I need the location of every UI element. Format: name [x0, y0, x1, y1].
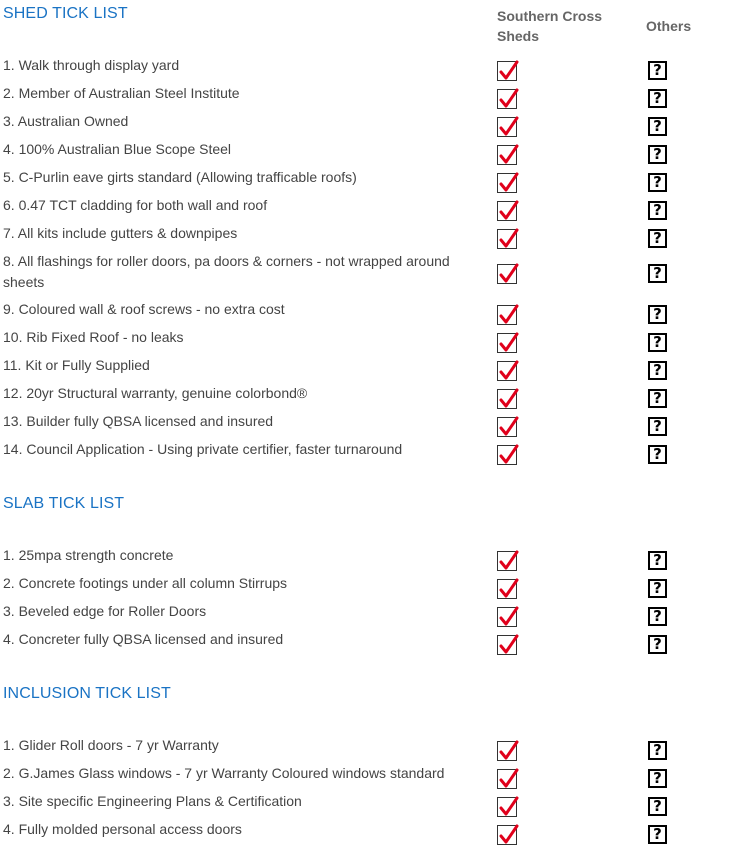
red-checkmark-icon [497, 89, 517, 109]
list-item [0, 357, 729, 385]
list-item-label: 1. Glider Roll doors - 7 yr Warranty [3, 737, 219, 753]
question-mark-box-icon: ? [648, 89, 667, 108]
list-item-label: 9. Coloured wall & roof screws - no extra cost [3, 301, 285, 317]
list-item-label: 7. All kits include gutters & downpipes [3, 225, 238, 241]
red-checkmark-icon [497, 825, 517, 845]
list-item [0, 441, 729, 469]
question-mark-box-icon: ? [648, 769, 667, 788]
question-mark-box-icon: ? [648, 173, 667, 192]
question-mark-box-icon: ? [648, 361, 667, 380]
question-mark-box-icon: ? [648, 389, 667, 408]
red-checkmark-icon [497, 264, 517, 284]
question-mark-box-icon: ? [648, 445, 667, 464]
list-item-label: 12. 20yr Structural warranty, genuine colorbond® [3, 385, 308, 401]
list-item [0, 301, 729, 329]
red-checkmark-icon [497, 361, 517, 381]
list-item-label: 4. Fully molded personal access doors [3, 821, 242, 837]
section-title: INCLUSION TICK LIST [3, 685, 171, 702]
col-head-southern-cross [497, 6, 602, 46]
list-item [0, 603, 729, 631]
question-mark-box-icon: ? [648, 61, 667, 80]
red-checkmark-icon [497, 797, 517, 817]
list-item [0, 765, 729, 793]
list-item [0, 253, 729, 295]
question-mark-box-icon: ? [648, 551, 667, 570]
question-mark-box-icon: ? [648, 117, 667, 136]
section-title: SHED TICK LIST [3, 5, 128, 22]
list-item-label: 10. Rib Fixed Roof - no leaks [3, 329, 184, 345]
list-item [0, 329, 729, 357]
list-item [0, 631, 729, 659]
list-item [0, 413, 729, 441]
question-mark-box-icon: ? [648, 741, 667, 760]
list-item-label: 3. Site specific Engineering Plans & Certification [3, 793, 302, 809]
col-head-southern-cross-line2: Sheds [497, 28, 540, 44]
question-mark-box-icon: ? [648, 579, 667, 598]
red-checkmark-icon [497, 305, 517, 325]
question-mark-box-icon: ? [648, 305, 667, 324]
red-checkmark-icon [497, 769, 517, 789]
list-item-label: 2. Concrete footings under all column Stirrups [3, 575, 288, 591]
list-item [0, 85, 729, 113]
list-item-label: 11. Kit or Fully Supplied [3, 357, 150, 373]
question-mark-box-icon: ? [648, 145, 667, 164]
red-checkmark-icon [497, 229, 517, 249]
list-item-label: 4. 100% Australian Blue Scope Steel [3, 141, 232, 157]
list-item [0, 169, 729, 197]
question-mark-box-icon: ? [648, 797, 667, 816]
list-item [0, 821, 729, 849]
red-checkmark-icon [497, 741, 517, 761]
list-item-label: 3. Australian Owned [3, 113, 129, 129]
list-item-label: 5. C-Purlin eave girts standard (Allowing trafficable roofs) [3, 169, 357, 185]
red-checkmark-icon [497, 389, 517, 409]
red-checkmark-icon [497, 579, 517, 599]
question-mark-box-icon: ? [648, 417, 667, 436]
list-item-label: 8. All flashings for roller doors, pa doors & corners - not wrapped around sheets [3, 253, 450, 290]
list-item [0, 225, 729, 253]
list-item [0, 793, 729, 821]
list-item-label: 2. G.James Glass windows - 7 yr Warranty Coloured windows standard [3, 765, 445, 781]
red-checkmark-icon [497, 445, 517, 465]
red-checkmark-icon [497, 61, 517, 81]
list-item [0, 197, 729, 225]
red-checkmark-icon [497, 145, 517, 165]
question-mark-box-icon: ? [648, 635, 667, 654]
question-mark-box-icon: ? [648, 607, 667, 626]
question-mark-box-icon: ? [648, 333, 667, 352]
red-checkmark-icon [497, 635, 517, 655]
question-mark-box-icon: ? [648, 201, 667, 220]
list-item [0, 575, 729, 603]
red-checkmark-icon [497, 201, 517, 221]
list-item [0, 57, 729, 85]
list-item [0, 737, 729, 765]
list-item-label: 3. Beveled edge for Roller Doors [3, 603, 207, 619]
list-item-label: 13. Builder fully QBSA licensed and insured [3, 413, 274, 429]
list-item-label: 2. Member of Australian Steel Institute [3, 85, 240, 101]
list-item-label: 4. Concreter fully QBSA licensed and insured [3, 631, 284, 647]
list-item [0, 141, 729, 169]
red-checkmark-icon [497, 551, 517, 571]
list-item [0, 385, 729, 413]
question-mark-box-icon: ? [648, 229, 667, 248]
red-checkmark-icon [497, 417, 517, 437]
red-checkmark-icon [497, 607, 517, 627]
question-mark-box-icon: ? [648, 264, 667, 283]
list-item-label: 1. 25mpa strength concrete [3, 547, 174, 563]
list-item-label: 6. 0.47 TCT cladding for both wall and roof [3, 197, 268, 213]
red-checkmark-icon [497, 173, 517, 193]
red-checkmark-icon [497, 333, 517, 353]
red-checkmark-icon [497, 117, 517, 137]
section-title: SLAB TICK LIST [3, 495, 125, 512]
col-head-others: Others [646, 18, 692, 34]
list-item-label: 1. Walk through display yard [3, 57, 180, 73]
list-item [0, 547, 729, 575]
list-item-label: 14. Council Application - Using private certifier, faster turnaround [3, 441, 403, 457]
col-head-southern-cross-line1: Southern Cross [497, 8, 603, 24]
list-item [0, 113, 729, 141]
question-mark-box-icon: ? [648, 825, 667, 844]
